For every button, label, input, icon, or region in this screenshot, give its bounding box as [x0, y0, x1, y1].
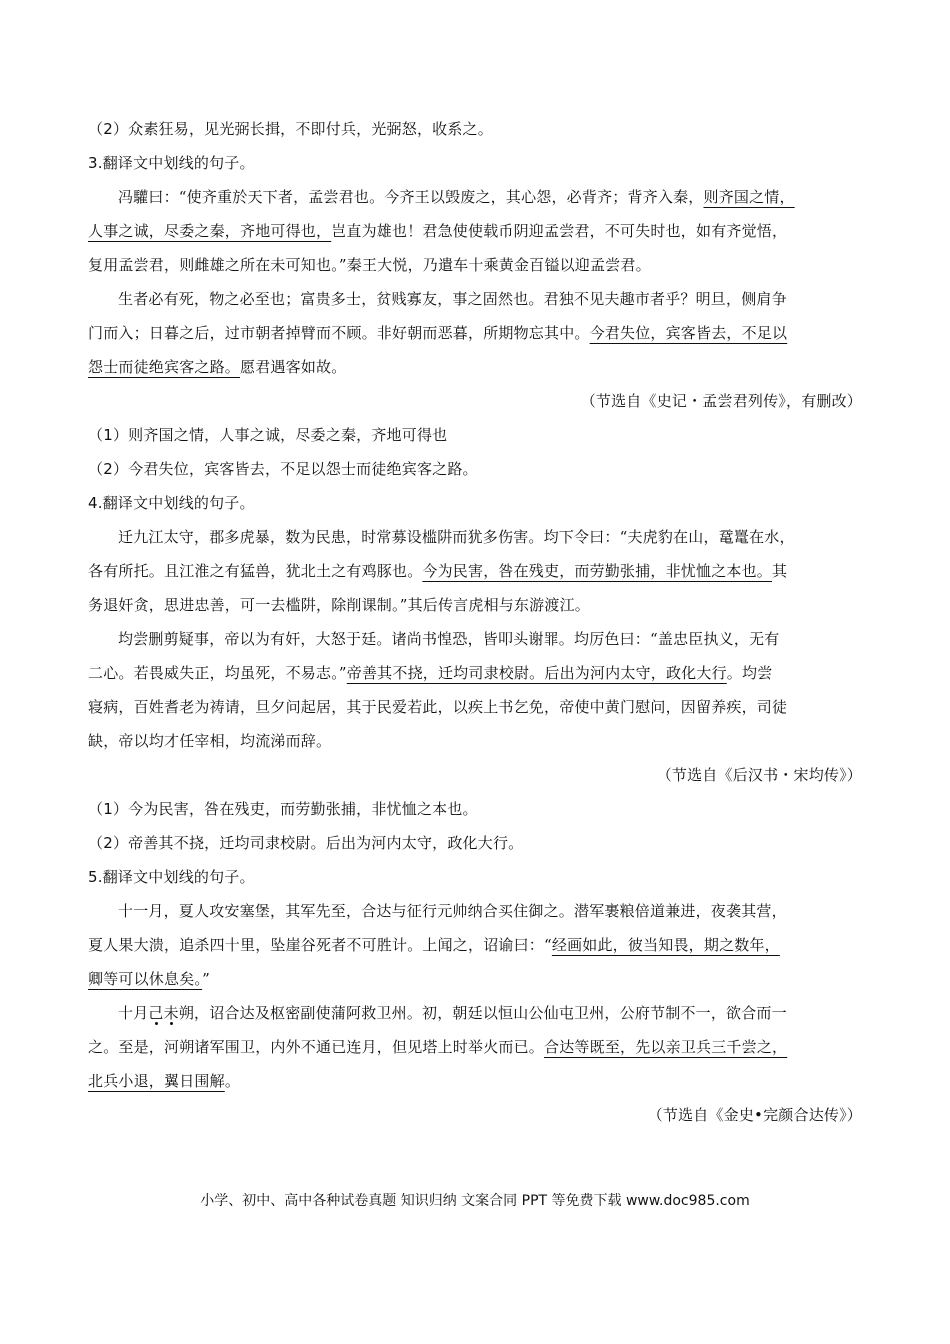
q3-subquestion-2: （2）今君失位，宾客皆去，不足以怨士而徒绝宾客之路。 — [88, 460, 478, 478]
q5-underlined-sentence: 合达等既至，先以亲卫兵三千尝之， — [544, 1038, 788, 1056]
q4-heading: 4.翻译文中划线的句子。 — [88, 494, 255, 512]
q4-text: 其 — [772, 562, 788, 580]
q3-source: （节选自《史记・孟尝君列传》，有删改） — [580, 392, 862, 410]
q3-subquestion-1: （1）则齐国之情，人事之诚，尽委之秦，齐地可得也 — [88, 426, 448, 444]
q5-text: 十月 — [118, 1004, 149, 1022]
q3-text: 愿君遇客如故。 — [240, 358, 347, 376]
q4-source: （节选自《后汉书・宋均传》） — [656, 766, 862, 784]
q5-text: 夏人果大溃，追杀四十里，坠崖谷死者不可胜计。上闻之，诏谕曰：“ — [88, 936, 552, 954]
page-footer: 小学、初中、高中各种试卷真题 知识归纳 文案合同 PPT 等免费下载 www.doc985.com — [200, 1193, 750, 1209]
q5-text: ” — [202, 970, 210, 988]
q5-passage-line — [88, 962, 862, 996]
q4-underlined-sentence: 今为民害，咎在残吏，而劳勤张捕，非忧恤之本也。 — [422, 562, 773, 580]
q5-underlined-sentence: 经画如此，彼当知畏，期之数年， — [551, 936, 780, 954]
q3-text: 岂直为雄也！君急使使载币阴迎孟尝君，不可失时也，如有齐觉悟， — [331, 222, 788, 240]
q4-passage-line: 迁九江太守，郡多虎暴，数为民患，时常募设槛阱而犹多伤害。均下令曰：“夫虎豹在山，鼋鼍在水， — [118, 528, 795, 546]
q4-passage-line: 务退奸贪，思进忠善，可一去槛阱，除削课制。”其后传言虎相与东游渡江。 — [88, 596, 590, 614]
q4-text: 。均尝 — [726, 664, 773, 682]
q4-underlined-sentence: 帝善其不挠，迁均司隶校尉。后出为河内太守，政化大行 — [346, 664, 727, 682]
q3-underlined-sentence: 怨士而徒绝宾客之路。 — [88, 358, 241, 376]
q5-passage-line — [88, 996, 862, 1030]
q2-subquestion-2: （2）众素狂易，见光弼长揖，不即付兵，光弼怒，收系之。 — [88, 120, 493, 138]
q3-underlined-sentence: 人事之诚，尽委之秦，齐地可得也， — [88, 222, 332, 240]
q5-heading: 5.翻译文中划线的句子。 — [88, 868, 255, 886]
q4-passage-line — [88, 656, 862, 690]
q5-emphasis-dot-char: 未 — [163, 1004, 179, 1022]
q3-passage-line — [88, 180, 862, 214]
q5-emphasis-dot-char: 己 — [148, 1004, 164, 1022]
q3-passage-line — [88, 350, 862, 384]
q3-underlined-sentence: 今君失位，宾客皆去，不足以 — [589, 324, 788, 342]
q5-text: 之。至是，河朔诸军围卫，内外不通已连月，但见塔上时举火而已。 — [88, 1038, 545, 1056]
q4-passage-line: 缺，帝以均才任宰相，均流涕而辞。 — [88, 732, 332, 750]
q3-text: 门而入；日暮之后，过市朝者掉臂而不顾。非好朝而恶暮，所期物忘其中。 — [88, 324, 590, 342]
q3-underlined-sentence: 则齐国之情， — [703, 188, 795, 206]
q5-text: 朔，诏合达及枢密副使蒲阿救卫州。初，朝廷以恒山公仙屯卫州，公府节制不一，欲合而一 — [178, 1004, 787, 1022]
q5-passage-line — [88, 1064, 862, 1098]
q5-passage-line — [88, 1030, 862, 1064]
q5-passage-line: 十一月，夏人攻安塞堡，其军先至，合达与征行元帅纳合买住御之。潜军裹粮倍道兼进，夜袭其营， — [118, 902, 787, 920]
q5-text: 。 — [224, 1072, 241, 1090]
q4-passage-line: 均尝删剪疑事，帝以为有奸，大怒于廷。诸尚书惶恐，皆叩头谢罪。均厉色曰：“盖忠臣执义，无有 — [118, 630, 780, 648]
q5-underlined-sentence: 北兵小退，翼日围解 — [88, 1072, 225, 1090]
q3-passage-line: 复用孟尝君，则雌雄之所在未可知也。”秦王大悦，乃遣车十乘黄金百镒以迎孟尝君。 — [88, 256, 651, 274]
q4-subquestion-1: （1）今为民害，咎在残吏，而劳勤张捕，非忧恤之本也。 — [88, 800, 478, 818]
q4-subquestion-2: （2）帝善其不挠，迁均司隶校尉。后出为河内太守，政化大行。 — [88, 834, 524, 852]
q5-passage-line — [88, 928, 862, 962]
q5-underlined-sentence: 卿等可以休息矣。 — [88, 970, 203, 988]
q4-text: 各有所托。且江淮之有猛兽，犹北土之有鸡豚也。 — [88, 562, 423, 580]
q4-text: 二心。若畏威失正，均虽死，不易志。” — [88, 664, 347, 682]
q5-source: （节选自《金史•完颜合达传》） — [647, 1106, 862, 1124]
q3-passage-line — [88, 214, 862, 248]
q4-passage-line: 寝病，百姓耆老为祷请，旦夕问起居，其于民爱若此，以疾上书乞免，帝使中黄门慰问，因留养疾，司徒 — [88, 698, 788, 716]
q3-passage-line — [88, 316, 862, 350]
q3-passage-line: 生者必有死，物之必至也；富贵多士，贫贱寡友，事之固然也。君独不见夫趣市者乎？明旦，侧肩争 — [118, 290, 787, 308]
q4-passage-line — [88, 554, 862, 588]
document-page — [88, 112, 862, 1132]
q3-text: 冯驩曰：“使齐重於天下者，孟尝君也。今齐王以毁废之，其心怨，必背齐；背齐入秦， — [118, 188, 704, 206]
q3-heading: 3.翻译文中划线的句子。 — [88, 154, 255, 172]
